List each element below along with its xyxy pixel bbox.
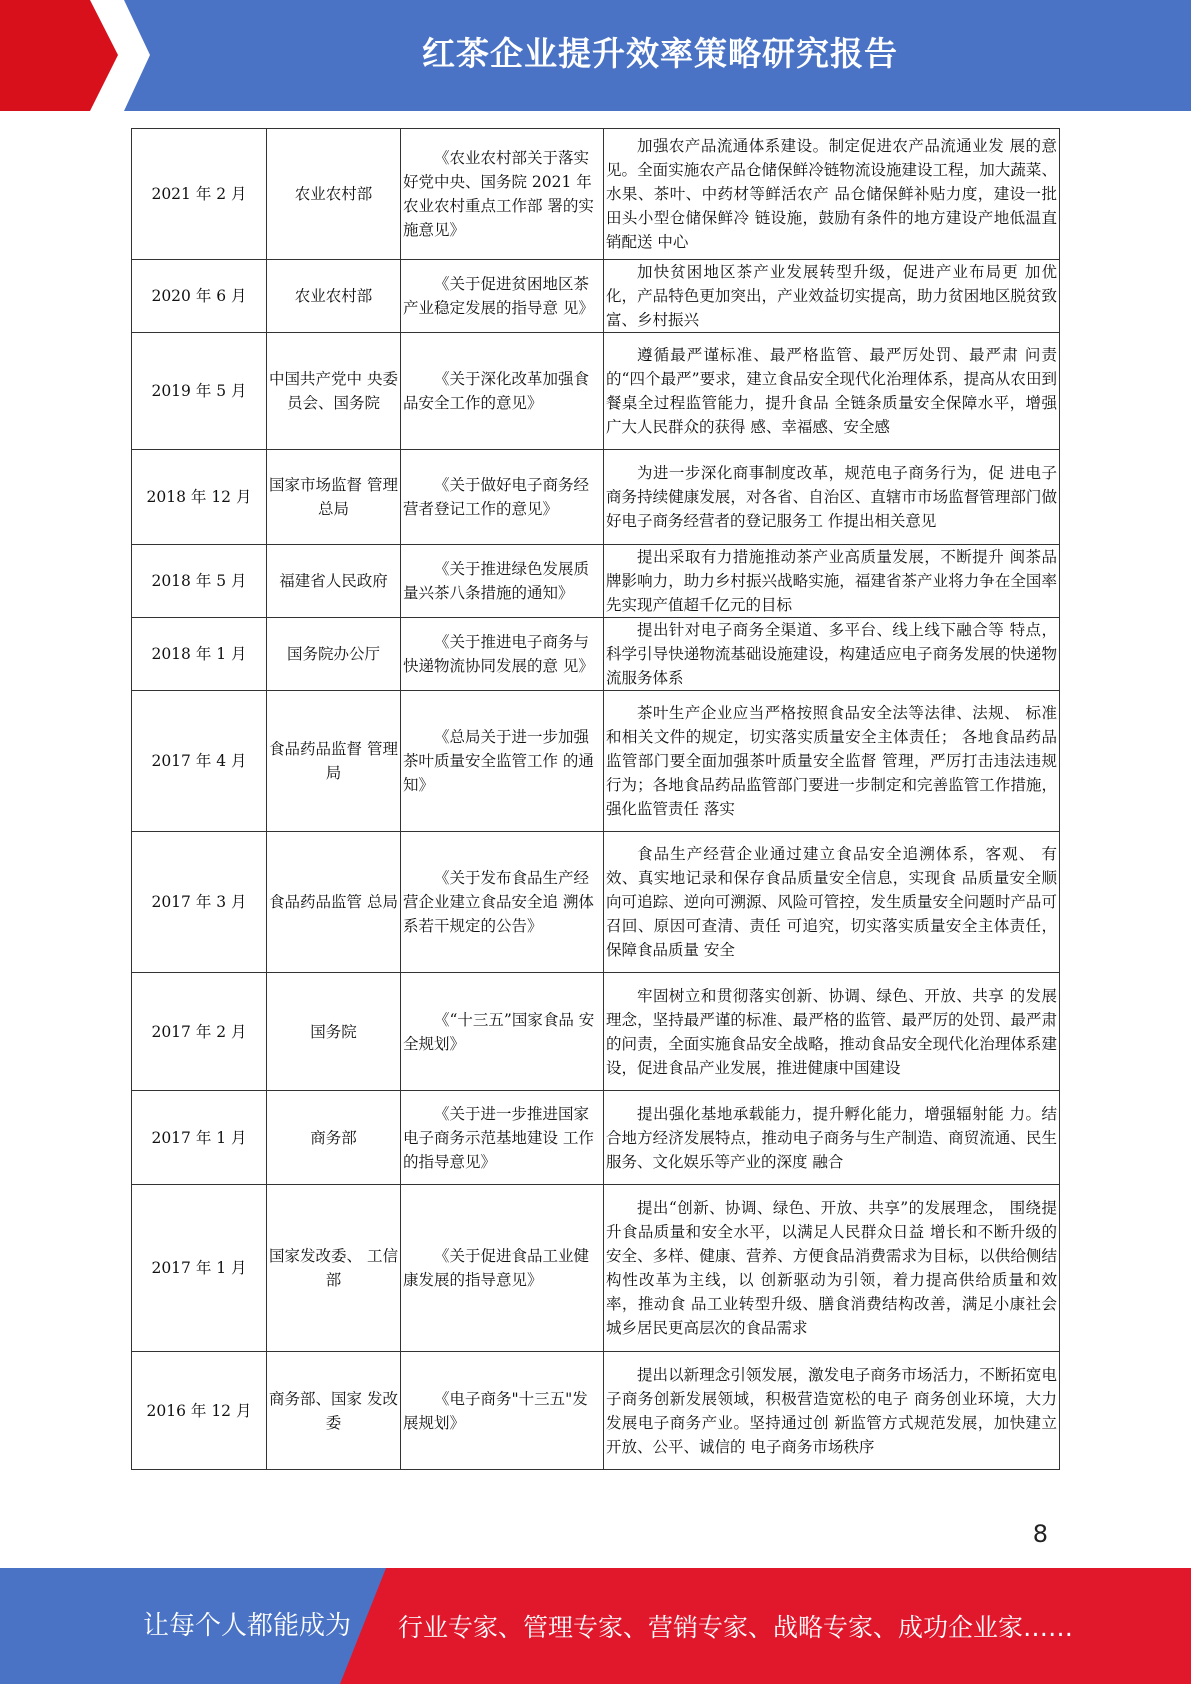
table-row	[132, 832, 1060, 973]
content-cell: 提出“创新、协调、绿色、开放、共享”的发展理念， 围绕提升食品质量和安全水平，以满足人民群众日益 增长和不断升级的安全、多样、健康、营养、方便食品消费需求为目标，以供给侧结构性改革为主线，以 创新驱动为引领，着力提高供给质量和效率，推动食 品工业转型升级、膳食消费结构改善，满足小康社会 城乡居民更高层次的食品需求	[604, 1185, 1060, 1352]
table-row	[132, 691, 1060, 832]
content-cell: 茶叶生产企业应当严格按照食品安全法等法律、法规、 标准和相关文件的规定，切实落实质量安全主体责任； 各地食品药品监管部门要全面加强茶叶质量安全监督 管理，严厉打击违法违规行为；各地食品药品监管部门要进一步制定和完善监管工作措施，强化监管责任 落实	[604, 691, 1060, 832]
department-cell: 国务院办公厅	[267, 618, 401, 691]
department-cell: 食品药品监督 管理局	[267, 691, 401, 832]
document-cell: 《关于发布食品生产经 营企业建立食品安全追 溯体系若干规定的公告》	[401, 832, 604, 973]
date-cell: 2016 年 12 月	[132, 1352, 267, 1470]
date-cell: 2018 年 5 月	[132, 545, 267, 618]
table-row	[132, 450, 1060, 545]
date-cell: 2018 年 12 月	[132, 450, 267, 545]
department-cell: 农业农村部	[267, 129, 401, 260]
table-row	[132, 1091, 1060, 1185]
content-cell: 提出针对电子商务全渠道、多平台、线上线下融合等 特点，科学引导快递物流基础设施建设，构建适应电子商务发展的快递物流服务体系	[604, 618, 1060, 691]
department-cell: 国家发改委、 工信部	[267, 1185, 401, 1352]
table-row	[132, 545, 1060, 618]
department-cell: 国务院	[267, 973, 401, 1091]
table-row	[132, 973, 1060, 1091]
table-row	[132, 129, 1060, 260]
document-cell: 《关于促进贫困地区茶 产业稳定发展的指导意 见》	[401, 260, 604, 333]
date-cell: 2020 年 6 月	[132, 260, 267, 333]
content-cell: 食品生产经营企业通过建立食品安全追溯体系，客观、 有效、真实地记录和保存食品质量安全信息，实现食 品质量安全顺向可追踪、逆向可溯源、风险可管控，发生质量安全问题时产品可召回、原因可查清、责任 可追究，切实落实质量安全主体责任，保障食品质量 安全	[604, 832, 1060, 973]
department-cell: 中国共产党中 央委员会、国务院	[267, 333, 401, 450]
date-cell: 2021 年 2 月	[132, 129, 267, 260]
content-cell: 提出强化基地承载能力，提升孵化能力，增强辐射能 力。结合地方经济发展特点，推动电子商务与生产制造、商贸流通、民生服务、文化娱乐等产业的深度 融合	[604, 1091, 1060, 1185]
date-cell: 2017 年 4 月	[132, 691, 267, 832]
table-row	[132, 260, 1060, 333]
content-cell: 牢固树立和贯彻落实创新、协调、绿色、开放、共享 的发展理念，坚持最严谨的标准、最严格的监管、最严厉的处罚、最严肃的问责，全面实施食品安全战略，推动食品安全现代化治理体系建设，促进食品产业发展，推进健康中国建设	[604, 973, 1060, 1091]
department-cell: 国家市场监督 管理总局	[267, 450, 401, 545]
content-cell: 加快贫困地区茶产业发展转型升级，促进产业布局更 加优化，产品特色更加突出，产业效益切实提高，助力贫困地区脱贫致富、乡村振兴	[604, 260, 1060, 333]
content-cell: 提出采取有力措施推动茶产业高质量发展，不断提升 闽茶品牌影响力，助力乡村振兴战略实施，福建省茶产业将力争在全国率先实现产值超千亿元的目标	[604, 545, 1060, 618]
department-cell: 商务部、国家 发改委	[267, 1352, 401, 1470]
department-cell: 食品药品监管 总局	[267, 832, 401, 973]
date-cell: 2017 年 2 月	[132, 973, 267, 1091]
page-footer	[0, 1568, 1191, 1684]
table-row	[132, 1352, 1060, 1470]
date-cell: 2018 年 1 月	[132, 618, 267, 691]
document-cell: 《关于进一步推进国家 电子商务示范基地建设 工作的指导意见》	[401, 1091, 604, 1185]
footer-slogan-right: 行业专家、管理专家、营销专家、战略专家、成功企业家……	[398, 1613, 1074, 1642]
date-cell: 2017 年 3 月	[132, 832, 267, 973]
department-cell: 福建省人民政府	[267, 545, 401, 618]
page-number: 8	[1032, 1520, 1048, 1548]
document-cell: 《“十三五”国家食品 安全规划》	[401, 973, 604, 1091]
document-cell: 《农业农村部关于落实 好党中央、国务院 2021 年农业农村重点工作部 署的实施意见》	[401, 129, 604, 260]
content-cell: 提出以新理念引领发展，激发电子商务市场活力，不断拓宽电子商务创新发展领域，积极营造宽松的电子 商务创业环境，大力发展电子商务产业。坚持通过创 新监管方式规范发展，加快建立开放、公平、诚信的 电子商务市场秩序	[604, 1352, 1060, 1470]
table-row	[132, 1185, 1060, 1352]
document-cell: 《关于推进绿色发展质 量兴茶八条措施的通知》	[401, 545, 604, 618]
document-cell: 《关于做好电子商务经 营者登记工作的意见》	[401, 450, 604, 545]
date-cell: 2017 年 1 月	[132, 1091, 267, 1185]
document-cell: 《总局关于进一步加强 茶叶质量安全监管工作 的通知》	[401, 691, 604, 832]
report-title: 红茶企业提升效率策略研究报告	[422, 34, 898, 73]
date-cell: 2017 年 1 月	[132, 1185, 267, 1352]
department-cell: 农业农村部	[267, 260, 401, 333]
content-cell: 加强农产品流通体系建设。制定促进农产品流通业发 展的意见。全面实施农产品仓储保鲜冷链物流设施建设工程，加大蔬菜、水果、茶叶、中药材等鲜活农产 品仓储保鲜补贴力度，建设一批田头小型仓储保鲜冷 链设施，鼓励有条件的地方建设产地低温直销配送 中心	[604, 129, 1060, 260]
footer-slogan-left: 让每个人都能成为	[143, 1611, 352, 1641]
content-cell: 遵循最严谨标准、最严格监管、最严厉处罚、最严肃 问责的“四个最严”要求，建立食品安全现代化治理体系，提高从农田到餐桌全过程监管能力，提升食品 全链条质量安全保障水平，增强广大人民群众的获得 感、幸福感、安全感	[604, 333, 1060, 450]
department-cell: 商务部	[267, 1091, 401, 1185]
page-header	[0, 0, 1191, 111]
document-cell: 《关于深化改革加强食 品安全工作的意见》	[401, 333, 604, 450]
date-cell: 2019 年 5 月	[132, 333, 267, 450]
table-row	[132, 618, 1060, 691]
table-row	[132, 333, 1060, 450]
document-cell: 《电子商务"十三五"发展规划》	[401, 1352, 604, 1470]
content-cell: 为进一步深化商事制度改革，规范电子商务行为，促 进电子商务持续健康发展，对各省、自治区、直辖市市场监督管理部门做好电子商务经营者的登记服务工 作提出相关意见	[604, 450, 1060, 545]
policy-table	[131, 128, 1060, 1470]
document-cell: 《关于推进电子商务与 快递物流协同发展的意 见》	[401, 618, 604, 691]
document-cell: 《关于促进食品工业健康发展的指导意见》	[401, 1185, 604, 1352]
